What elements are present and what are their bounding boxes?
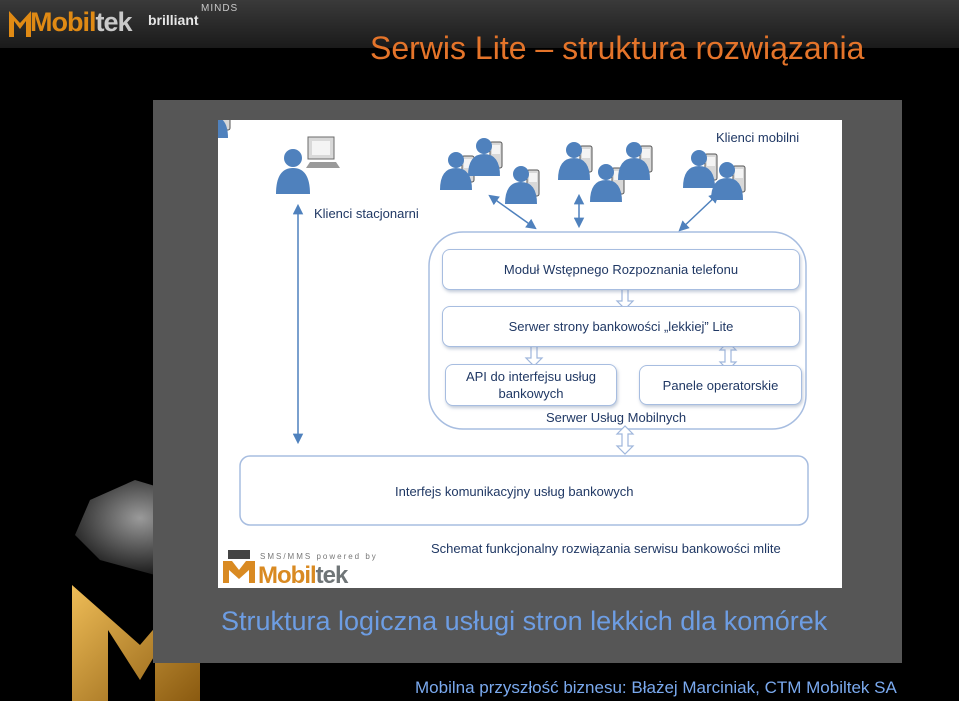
mobiltek-logo	[8, 6, 133, 40]
partner-sub: MINDS	[201, 3, 239, 14]
diagram-graphics	[218, 120, 842, 588]
logo-text-a: Mobil	[30, 7, 96, 37]
m-logo-icon	[8, 7, 32, 39]
logo-text-b: tek	[95, 7, 132, 37]
mobile-services-server-label: Serwer Usług Mobilnych	[546, 410, 687, 425]
sms-logo-m-icon	[222, 550, 256, 584]
partner-main: brilliant	[148, 12, 199, 28]
sms-logo-text-a: Mobil	[258, 562, 316, 589]
sms-logo-small-text: SMS/MMS powered by	[260, 552, 378, 561]
phone-recognition-module	[442, 249, 800, 290]
schema-caption: Schemat funkcjonalny rozwiązania serwisu bankowości mlite	[431, 541, 781, 556]
lite-server-box	[442, 306, 800, 347]
api-label-line1: API do interfejsu usług	[465, 369, 597, 384]
lite-server-label: Serwer strony bankowości „lekkiej” Lite	[508, 319, 734, 334]
slide-footer: Mobilna przyszłość biznesu: Błażej Marciniak, CTM Mobiltek SA	[415, 678, 897, 697]
mobile-clients-label: Klienci mobilni	[716, 130, 800, 145]
banking-interface-label: Interfejs komunikacyjny usług bankowych	[395, 484, 634, 499]
slide-caption: Struktura logiczna usługi stron lekkich dla komórek	[221, 606, 828, 636]
sms-logo-text-b: tek	[315, 562, 348, 589]
operator-panels-label: Panele operatorskie	[662, 377, 779, 393]
module-label: Moduł Wstępnego Rozpoznania telefonu	[503, 262, 739, 277]
desktop-clients-label: Klienci stacjonarni	[314, 206, 419, 221]
architecture-diagram	[218, 120, 842, 588]
api-box	[445, 364, 617, 406]
brilliant-minds-logo	[148, 3, 239, 28]
slide-title: Serwis Lite – struktura rozwiązania	[370, 30, 865, 66]
api-label-line2: bankowych	[498, 386, 564, 401]
sms-mobiltek-logo	[222, 550, 378, 589]
operator-panels-box	[639, 365, 802, 405]
desktop-user-icon	[276, 137, 340, 194]
